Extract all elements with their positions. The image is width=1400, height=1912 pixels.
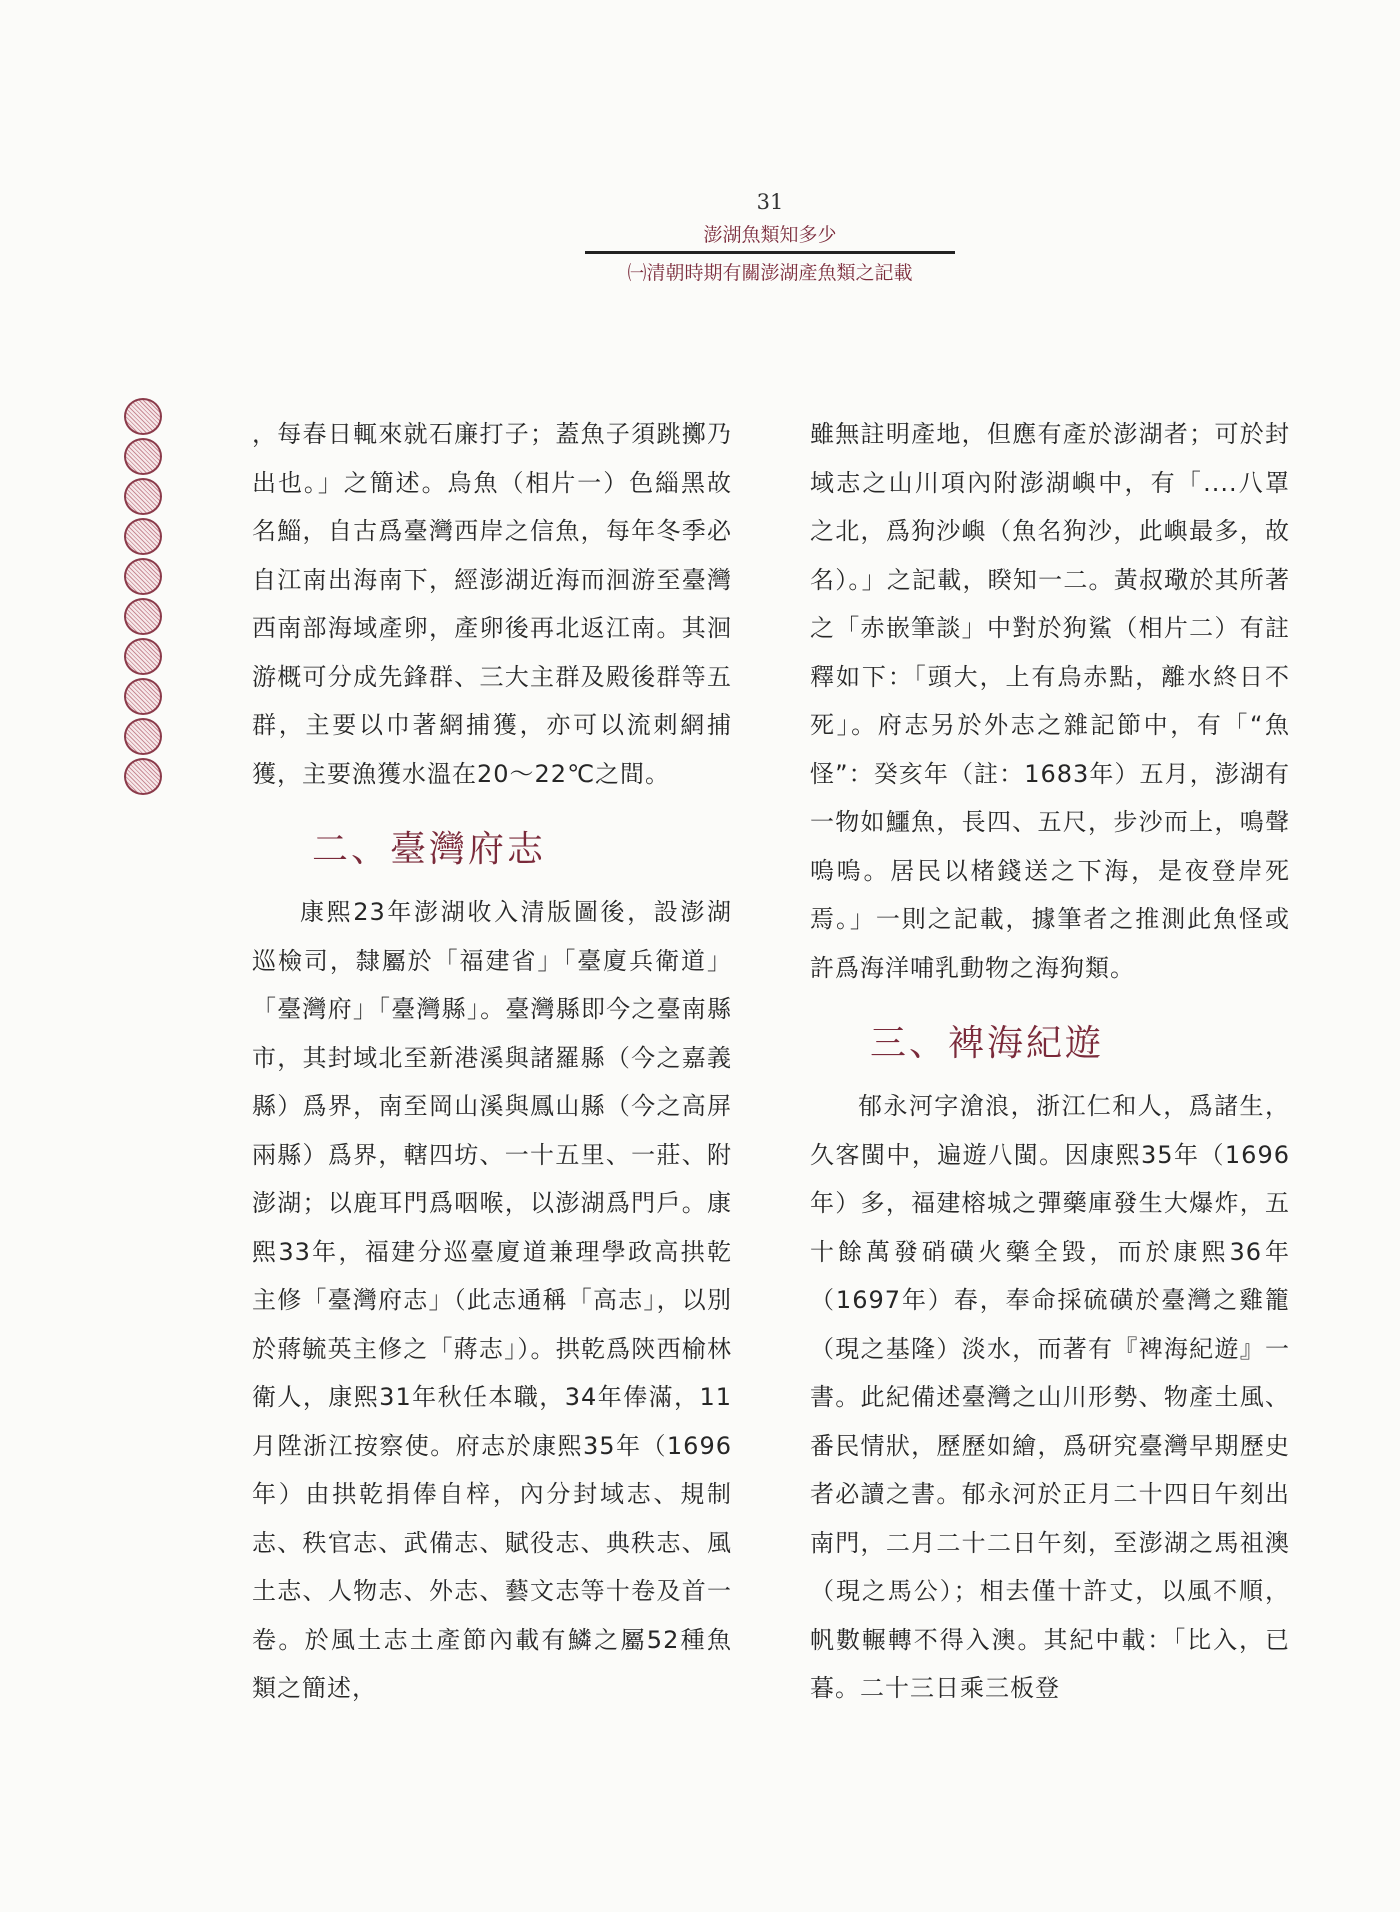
circular-seal-icon — [124, 478, 162, 515]
section-heading: 二、臺灣府志 — [312, 829, 547, 870]
body-paragraph: 雖無註明產地，但應有產於澎湖者；可於封域志之山川項內附澎湖嶼中，有「....八罩之北，爲狗沙嶼（魚名狗沙，此嶼最多，故名）。」之記載，睽知一二。黃叔璥於其所著之「赤嵌筆談」中對於狗鯊（相片二）有註釋如下：「頭大，上有烏赤點，離水終日不死」。府志另於外志之雜記節中，有「“魚怪”：癸亥年（註：1683年）五月，澎湖有一物如鱷魚，長四、五尺，步沙而上，鳴聲嗚嗚。居民以楮錢送之下海，是夜登岸死焉。」一則之記載，據筆者之推測此魚怪或許爲海洋哺乳動物之海狗類。 — [810, 420, 1290, 982]
circular-seal-icon — [124, 718, 162, 755]
body-paragraph: 郁永河字滄浪，浙江仁和人，爲諸生，久客閩中，遍遊八閩。因康熙35年（1696年）多，福建榕城之彈藥庫發生大爆炸，五十餘萬發硝磺火藥全毀，而於康熙36年（1697年）春，奉命採硫磺於臺灣之雞籠（現之基隆）淡水，而著有『裨海紀遊』一書。此紀備述臺灣之山川形勢、物產土風、番民情狀，歷歷如繪，爲研究臺灣早期歷史者必讀之書。郁永河於正月二十四日午刻出南門，二月二十二日午刻，至澎湖之馬祖澳（現之馬公）；相去僅十許丈，以風不順，帆數輾轉不得入澳。其紀中載：「比入，已暮。二十三日乘三板登 — [810, 1092, 1290, 1702]
circular-seal-icon — [124, 558, 162, 595]
section-heading: 三、裨海紀遊 — [870, 1023, 1105, 1064]
right-column — [810, 410, 1290, 1713]
circular-seal-icon — [124, 598, 162, 635]
header-rule — [585, 251, 955, 254]
body-paragraph: 康熙23年澎湖收入清版圖後，設澎湖巡檢司，隸屬於「福建省」「臺廈兵衛道」「臺灣府」「臺灣縣」。臺灣縣即今之臺南縣市，其封域北至新港溪與諸羅縣（今之嘉義縣）爲界，南至岡山溪與鳳山縣（今之高屏兩縣）爲界，轄四坊、一十五里、一莊、附澎湖；以鹿耳門爲咽喉，以澎湖爲門戶。康熙33年，福建分巡臺廈道兼理學政高拱乾主修「臺灣府志」（此志通稱「高志」，以別於蔣毓英主修之「蔣志」）。拱乾爲陝西榆林衛人，康熙31年秋任本職，34年俸滿，11月陞浙江按察使。府志於康熙35年（1696年）由拱乾捐俸自梓，內分封域志、規制志、秩官志、武備志、賦役志、典秩志、風土志、人物志、外志、藝文志等十卷及首一卷。於風土志土產節內載有鱗之屬52種魚類之簡述， — [252, 898, 732, 1702]
left-column — [252, 410, 732, 1713]
chapter-title: ㈠清朝時期有關澎湖產魚類之記載 — [627, 262, 913, 284]
circular-seal-icon — [124, 398, 162, 435]
circular-seal-icon — [124, 678, 162, 715]
circular-seal-icon — [124, 518, 162, 555]
page-number: 31 — [756, 190, 784, 214]
decorative-seal-strip — [124, 398, 164, 798]
running-title: 澎湖魚類知多少 — [703, 224, 837, 246]
circular-seal-icon — [124, 438, 162, 475]
circular-seal-icon — [124, 758, 162, 795]
circular-seal-icon — [124, 638, 162, 675]
page-header — [560, 190, 980, 285]
body-paragraph: ，每春日輒來就石廉打子；蓋魚子須跳擲乃出也。」之簡述。烏魚（相片一）色緇黑故名鯔，自古爲臺灣西岸之信魚，每年冬季必自江南出海南下，經澎湖近海而洄游至臺灣西南部海域產卵，產卵後再北返江南。其洄游概可分成先鋒群、三大主群及殿後群等五群，主要以巾著網捕獲，亦可以流刺網捕獲，主要漁獲水溫在20～22℃之間。 — [252, 420, 732, 788]
